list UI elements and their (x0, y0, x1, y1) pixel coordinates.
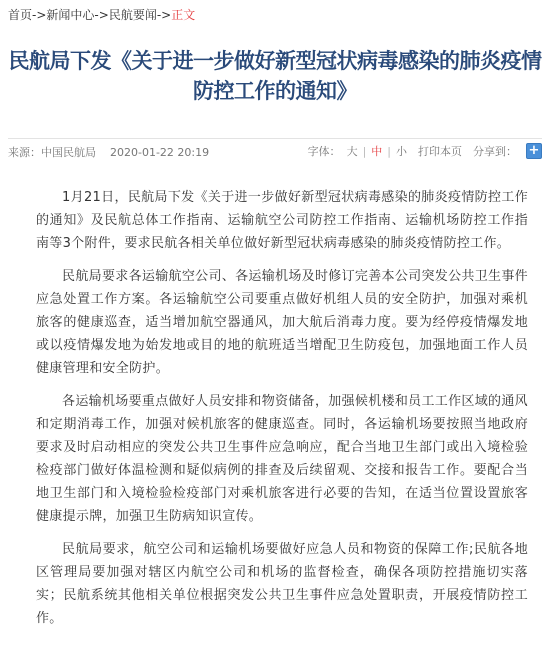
font-large-button[interactable]: 大 (346, 145, 358, 158)
breadcrumb-news-center[interactable]: 新闻中心 (46, 8, 95, 22)
meta-divider (8, 138, 542, 139)
plus-icon[interactable]: + (526, 143, 542, 159)
share-label: 分享到： (473, 145, 517, 158)
article-meta (8, 143, 542, 161)
breadcrumb (8, 6, 195, 23)
breadcrumb-separator: -> (156, 8, 172, 22)
font-small-button[interactable]: 小 (396, 145, 407, 158)
font-size-label: 字体： (307, 145, 341, 158)
breadcrumb-separator: -> (32, 8, 47, 22)
article-paragraph: 各运输机场要重点做好人员安排和物资储备，加强候机楼和员工工作区域的通风和定期消毒工作，加强对候机旅客的健康巡查。同时，各运输机场要按照当地政府要求及时启动相应的突发公共卫生事件应急响应，配合当地卫生部门或出入境检验检疫部门做好体温检测和疑似病例的排查及后续留观、交接和报告工作。要配合当地卫生部门和入境检验检疫部门对乘机旅客进行必要的告知，在适当位置设置旅客健康提示牌，加强卫生防病知识宣传。 (36, 394, 528, 524)
article-paragraph: 民航局要求各运输航空公司、各运输机场及时修订完善本公司突发公共卫生事件应急处置工作方案。各运输航空公司要重点做好机组人员的安全防护，加强对乘机旅客的健康巡查，适当增加航空器通风，加大航后消毒力度。要为经停疫情爆发地或以疫情爆发地为始发地或目的地的航班适当增配卫生防疫包，加强地面工作人员健康管理和安全防护。 (36, 269, 528, 376)
breadcrumb-aviation-news[interactable]: 民航要闻 (108, 8, 157, 22)
breadcrumb-current: 正文 (171, 8, 196, 22)
breadcrumb-home[interactable]: 首页 (8, 8, 33, 22)
article-source (8, 144, 209, 160)
article-title: 民航局下发《关于进一步做好新型冠状病毒感染的肺炎疫情防控工作的通知》 (8, 49, 542, 103)
article-body (36, 186, 528, 640)
article-paragraph: 民航局要求，航空公司和运输机场要做好应急人员和物资的保障工作;民航各地区管理局要加强对辖区内航空公司和机场的监督检查，确保各项防控措施切实落实；民航系统其他相关单位根据突发公共卫生事件应急处置职责，开展疫情防控工作。 (36, 542, 528, 626)
article-tools (305, 143, 542, 159)
breadcrumb-separator: -> (94, 8, 109, 22)
divider: | (387, 144, 391, 158)
print-button[interactable]: 打印本页 (418, 145, 462, 158)
divider: | (362, 144, 367, 158)
page-title (0, 46, 550, 106)
publish-date: 2020-01-22 20:19 (110, 146, 210, 159)
source-label: 来源：中国民航局 (8, 146, 96, 159)
font-medium-button[interactable]: 中 (371, 145, 383, 158)
article-paragraph: 1月21日，民航局下发《关于进一步做好新型冠状病毒感染的肺炎疫情防控工作的通知》及民航总体工作指南、运输航空公司防控工作指南、运输机场防控工作指南等3个附件，要求民航各相关单位做好新型冠状病毒感染的肺炎疫情防控工作。 (36, 190, 528, 251)
